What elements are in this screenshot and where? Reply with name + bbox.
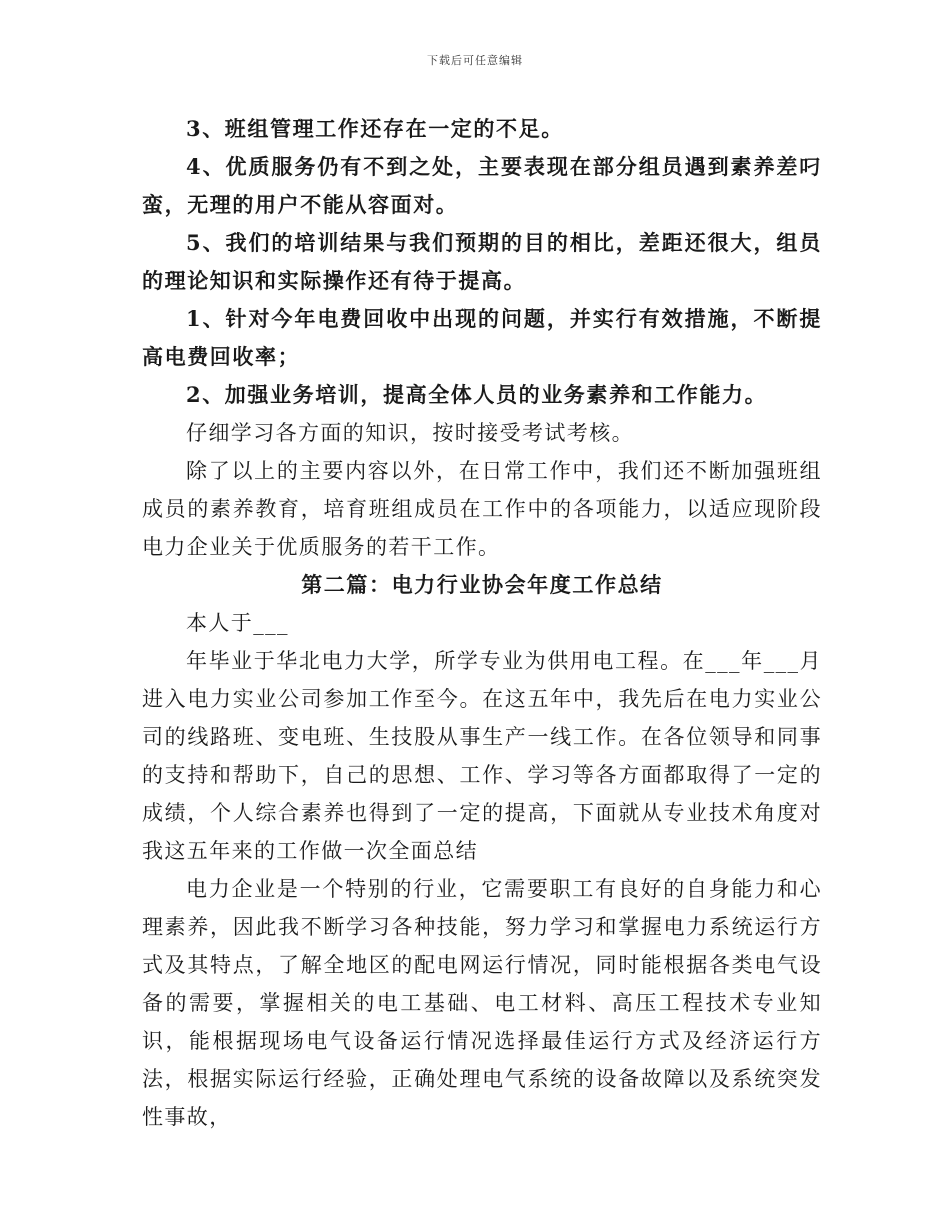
section-title: 第二篇：电力行业协会年度工作总结: [301, 572, 663, 597]
paragraph-background: 年毕业于华北电力大学，所学专业为供用电工程。在___年___月进入电力实业公司参加工作至今。在这五年中，我先后在电力实业公司的线路班、变电班、生技股从事生产一线工作。在各位领导和同事的支持和帮助下，自己的思想、工作、学习等各方面都取得了一定的成绩，个人综合素养也得到了一定的提高，下面就从专业技术角度对我这五年来的工作做一次全面总结: [142, 649, 822, 863]
paragraph-daily-work: 除了以上的主要内容以外，在日常工作中，我们还不断加强班组成员的素养教育，培育班组成员在工作中的各项能力，以适应现阶段电力企业关于优质服务的若干工作。: [142, 459, 822, 559]
paragraph-study: 仔细学习各方面的知识，按时接受考试考核。: [186, 421, 634, 445]
paragraph-shortcoming-5: 5、我们的培训结果与我们预期的目的相比，差距还很大，组员的理论知识和实际操作还有待于提高。: [142, 230, 822, 293]
paragraph-industry: 电力企业是一个特别的行业，它需要职工有良好的自身能力和心理素养，因此我不断学习各种技能，努力学习和掌握电力系统运行方式及其特点，了解全地区的配电网运行情况，同时能根据各类电气设备的需要，掌握相关的电工基础、电工材料、高压工程技术专业知识，能根据现场电气设备运行情况选择最佳运行方式及经济运行方法，根据实际运行经验，正确处理电气系统的设备故障以及系统突发性事故，: [142, 877, 822, 1129]
paragraph-plan-1: 1、针对今年电费回收中出现的问题，并实行有效措施，不断提高电费回收率；: [142, 306, 822, 369]
document-body: [142, 110, 822, 1136]
paragraph-shortcoming-3: 3、班组管理工作还存在一定的不足。: [186, 116, 564, 141]
paragraph-plan-2: 2、加强业务培训，提高全体人员的业务素养和工作能力。: [186, 382, 768, 407]
paragraph-shortcoming-4: 4、优质服务仍有不到之处，主要表现在部分组员遇到素养差叼蛮，无理的用户不能从容面对。: [142, 154, 822, 217]
paragraph-intro: 本人于___: [186, 611, 289, 635]
download-edit-note: 下载后可任意编辑: [427, 54, 523, 67]
